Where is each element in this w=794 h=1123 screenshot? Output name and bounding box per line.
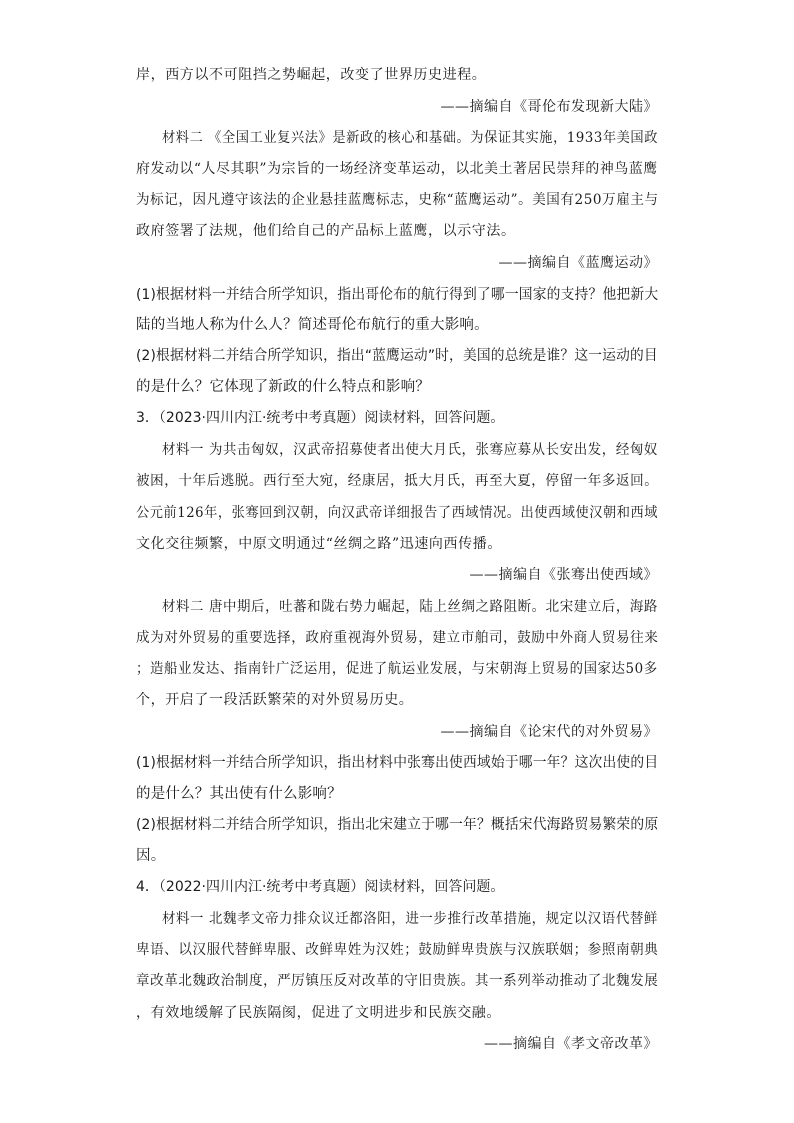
source-citation: ——摘编自《论宋代的对外贸易》 <box>440 724 658 740</box>
source-citation: ——摘编自《蓝鹰运动》 <box>498 255 658 271</box>
question-line: 因。 <box>136 848 166 864</box>
material-text-line: 材料一 北魏孝文帝力排众议迁都洛阳，进一步推行改革措施，规定以汉语代替鲜 <box>162 911 658 927</box>
material-text-line: 个，开启了一段活跃繁荣的对外贸易历史。 <box>136 692 414 708</box>
question-line: (1)根据材料一并结合所学知识，指出材料中张骞出使西域始于哪一年？这次出使的目 <box>136 755 659 771</box>
material-text-line: 成为对外贸易的重要选择，政府重视海外贸易，建立市舶司，鼓励中外商人贸易往来 <box>136 630 659 646</box>
material-text-line: 府发动以“人尽其职”为宗旨的一场经济变革运动，以北美土著居民崇拜的神鸟蓝鹰 <box>136 161 658 177</box>
question-line: (2)根据材料二并结合所学知识，指出“蓝鹰运动”时，美国的总统是谁？这一运动的目 <box>136 348 658 364</box>
source-citation: ——摘编自《孝文帝改革》 <box>484 1036 658 1052</box>
material-text-line: 公元前126年，张骞回到汉朝，向汉武帝详细报告了西域情况。出使西域使汉朝和西域 <box>136 505 658 521</box>
material-text-line: 为标记，因凡遵守该法的企业悬挂蓝鹰标志，史称“蓝鹰运动”。美国有250万雇主与 <box>136 192 659 208</box>
material-text-line: 章改革北魏政治制度，严厉镇压反对改革的守旧贵族。其一系列举动推动了北魏发展 <box>136 973 659 989</box>
material-text-line: 岸，西方以不可阻挡之势崛起，改变了世界历史进程。 <box>136 67 487 83</box>
question-heading: 3．（2023·四川内江·统考中考真题）阅读材料，回答问题。 <box>136 410 505 426</box>
source-citation: ——摘编自《张骞出使西域》 <box>469 567 658 583</box>
question-line: 陆的当地人称为什么人？简述哥伦布航行的重大影响。 <box>136 317 489 333</box>
question-line: (2)根据材料二并结合所学知识，指出北宋建立于哪一年？概括宋代海路贸易繁荣的原 <box>136 817 659 833</box>
material-text-line: 被困，十年后逃脱。西行至大宛，经康居，抵大月氏，再至大夏，停留一年多返回。 <box>136 473 659 489</box>
question-heading: 4．（2022·四川内江·统考中考真题）阅读材料，回答问题。 <box>136 879 505 895</box>
material-text-line: 政府签署了法规，他们给自己的产品标上蓝鹰，以示守法。 <box>136 223 516 239</box>
material-text-line: 材料二 唐中期后，吐蕃和陇右势力崛起，陆上丝绸之路阻断。北宋建立后，海路 <box>162 599 658 615</box>
material-text-line: 卑语、以汉服代替鲜卑服、改鲜卑姓为汉姓；鼓励鲜卑贵族与汉族联姻；参照南朝典 <box>136 942 659 958</box>
material-text-line: ，有效地缓解了民族隔阂，促进了文明进步和民族交融。 <box>136 1005 501 1021</box>
question-line: 的是什么？它体现了新政的什么特点和影响？ <box>136 379 430 395</box>
material-text-line: 文化交往频繁，中原文明通过“丝绸之路”迅速向西传播。 <box>136 536 502 552</box>
question-line: 的是什么？其出使有什么影响？ <box>136 786 342 802</box>
material-text-line: 材料二 《全国工业复兴法》是新政的核心和基础。为保证其实施，1933年美国政 <box>162 130 659 146</box>
source-citation: ——摘编自《哥伦布发现新大陆》 <box>440 99 658 115</box>
question-line: (1)根据材料一并结合所学知识，指出哥伦布的航行得到了哪一国家的支持？他把新大 <box>136 287 659 303</box>
material-text-line: ；造船业发达、指南针广泛运用，促进了航运业发展，与宋朝海上贸易的国家达50多 <box>136 661 658 677</box>
material-text-line: 材料一 为共击匈奴，汉武帝招募使者出使大月氏，张骞应募从长安出发，经匈奴 <box>162 442 658 458</box>
